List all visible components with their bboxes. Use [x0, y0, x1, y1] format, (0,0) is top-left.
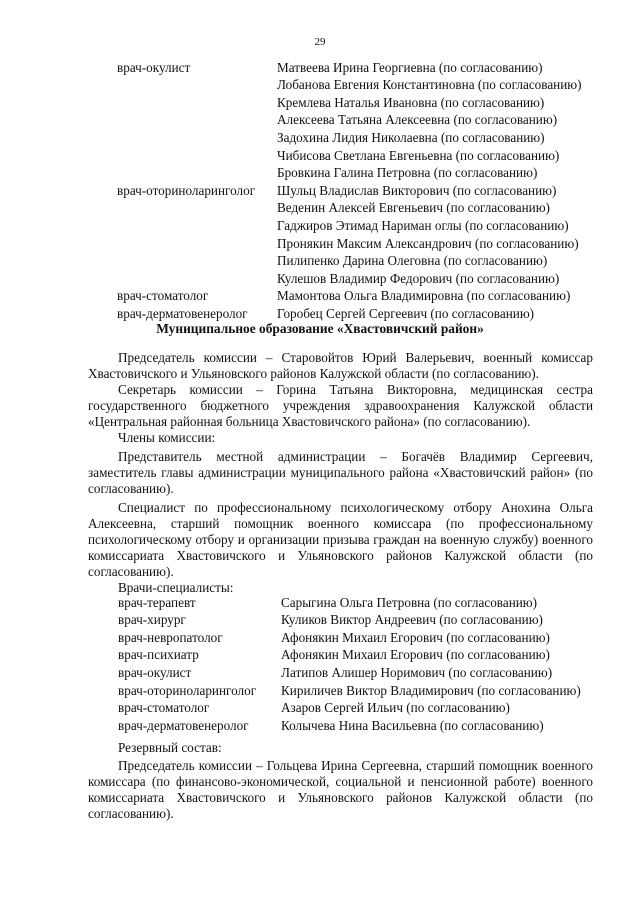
- doctor-name: Шульц Владислав Викторович (по согласованию): [277, 182, 557, 198]
- list-item: [118, 611, 598, 629]
- list-item: [117, 93, 617, 111]
- local-admin-paragraph: Представитель местной администрации – Богачёв Владимир Сергеевич, заместитель главы администрации муниципального района «Хвастовичский район» (по согласованию).: [88, 449, 593, 496]
- psych-specialist-paragraph: Специалист по профессиональному психологическому отбору Анохина Ольга Алексеевна, старший помощник военного комиссара (по профессиональному психологическому отбору и организации призыва граждан на военную службу) военного комиссариата Хвастовичского и Ульяновского районов Калужской области (по согласованию).: [88, 500, 593, 579]
- list-item: [117, 252, 617, 270]
- reserve-label: Резервный состав:: [118, 740, 222, 755]
- specialty-label: врач-невропатолог: [118, 629, 223, 645]
- specialty-label: врач-дерматовенеролог: [118, 717, 249, 733]
- doctors-label: Врачи-специалисты:: [118, 580, 234, 595]
- doctor-name: Задохина Лидия Николаевна (по согласованию): [277, 129, 545, 145]
- doctor-name: Куликов Виктор Андреевич (по согласованию): [281, 612, 543, 628]
- doctor-name: Латипов Алишер Норимович (по согласованию): [281, 664, 553, 680]
- doctor-name: Кириличев Виктор Владимирович (по согласованию): [281, 682, 581, 698]
- list-item: [117, 181, 617, 199]
- specialty-label: врач-стоматолог: [117, 288, 209, 304]
- list-item: [117, 216, 617, 234]
- section-heading: Муниципальное образование «Хвастовичский район»: [156, 321, 484, 336]
- list-item: [117, 269, 617, 287]
- secretary-paragraph: Секретарь комиссии – Горина Татьяна Викторовна, медицинская сестра государственного бюджетного учреждения здравоохранения Калужской области «Центральная районная больница Хвастовичского района» (по согласованию).: [88, 382, 593, 429]
- reserve-text: [88, 740, 593, 822]
- chairman-paragraph: Председатель комиссии – Старовойтов Юрий Валерьевич, военный комиссар Хвастовичского и Ульяновского районов Калужской области (по согласованию).: [88, 350, 593, 381]
- doctor-name: Горобец Сергей Сергеевич (по согласованию): [277, 305, 535, 321]
- specialty-label: врач-окулист: [117, 59, 191, 75]
- doctor-name: Афонякин Михаил Егорович (по согласованию): [281, 629, 550, 645]
- list-item: [117, 234, 617, 252]
- specialty-label: врач-терапевт: [118, 594, 196, 610]
- doctor-name: Бровкина Галина Петровна (по согласованию): [277, 165, 538, 181]
- doctor-name: Афонякин Михаил Егорович (по согласованию): [281, 647, 550, 663]
- doctor-list: [118, 593, 598, 734]
- doctor-name: Мамонтова Ольга Владимировна (по согласованию): [277, 288, 571, 304]
- list-item: [118, 663, 598, 681]
- list-item: [117, 146, 617, 164]
- list-item: [117, 199, 617, 217]
- specialty-label: врач-окулист: [118, 664, 192, 680]
- commission-text: [88, 350, 593, 596]
- list-item: [118, 716, 598, 734]
- specialty-label: врач-оториноларинголог: [118, 682, 257, 698]
- doctor-name: Азаров Сергей Ильич (по согласованию): [281, 700, 510, 716]
- list-item: [117, 76, 617, 94]
- list-item: [118, 681, 598, 699]
- doctor-name: Пронякин Максим Александрович (по согласованию): [277, 235, 579, 251]
- page-number: 29: [314, 36, 326, 48]
- specialty-label: врач-психиатр: [118, 647, 199, 663]
- doctor-name: Колычева Нина Васильевна (по согласованию): [281, 717, 544, 733]
- doctor-name: Кремлева Наталья Ивановна (по согласованию): [277, 94, 545, 110]
- list-item: [117, 304, 617, 322]
- doctor-name: Чибисова Светлана Евгеньевна (по согласованию): [277, 147, 560, 163]
- specialty-label: врач-стоматолог: [118, 700, 210, 716]
- list-item: [117, 58, 617, 76]
- reserve-chairman-paragraph: Председатель комиссии – Гольцева Ирина Сергеевна, старший помощник военного комиссара (по финансово-экономической, социальной и пенсионной работе) военного комиссариата Хвастовичского и Ульяновского районов Калужской области (по согласованию).: [88, 758, 593, 821]
- list-item: [118, 628, 598, 646]
- doctor-name: Пилипенко Дарина Олеговна (по согласованию): [277, 253, 548, 269]
- doctor-name: Кулешов Владимир Федорович (по согласованию): [277, 270, 560, 286]
- list-item: [117, 111, 617, 129]
- doctor-name: Лобанова Евгения Константиновна (по согласованию): [277, 77, 582, 93]
- list-item: [117, 287, 617, 305]
- doctor-name: Сарыгина Ольга Петровна (по согласованию): [281, 594, 538, 610]
- doctor-name: Веденин Алексей Евгеньевич (по согласованию): [277, 200, 550, 216]
- list-item: [118, 646, 598, 664]
- members-label: Члены комиссии:: [118, 430, 216, 445]
- specialty-label: врач-оториноларинголог: [117, 182, 256, 198]
- doctor-name: Алексеева Татьяна Алексеевна (по согласованию): [277, 112, 558, 128]
- doctor-list-continued: [117, 58, 617, 322]
- doctor-name: Матвеева Ирина Георгиевна (по согласованию): [277, 59, 543, 75]
- list-item: [117, 164, 617, 182]
- doctor-name: Гаджиров Этимад Нариман оглы (по согласованию): [277, 217, 569, 233]
- list-item: [117, 128, 617, 146]
- specialty-label: врач-хирург: [118, 612, 186, 628]
- list-item: [118, 593, 598, 611]
- specialty-label: врач-дерматовенеролог: [117, 305, 248, 321]
- list-item: [118, 699, 598, 717]
